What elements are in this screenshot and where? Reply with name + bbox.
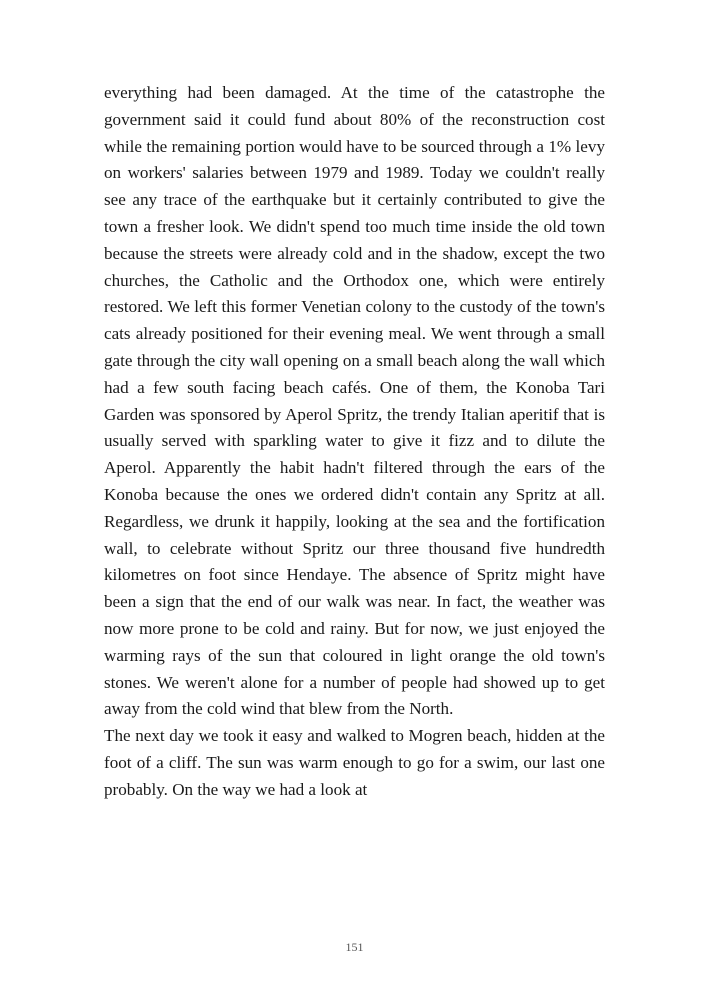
body-text: [104, 80, 605, 804]
paragraph-1: everything had been damaged. At the time of the catastrophe the government said it could fund about 80% of the reconstruction cost while the remaining portion would have to be sourced through a 1% levy on workers' salaries between 1979 and 1989. Today we couldn't really see any trace of the earthquake but it certainly contributed to give the town a fresher look. We didn't spend too much time inside the old town because the streets were already cold and in the shadow, except the two churches, the Catholic and the Orthodox one, which were entirely restored. We left this former Venetian colony to the custody of the town's cats already positioned for their evening meal. We went through a small gate through the city wall opening on a small beach along the wall which had a few south facing beach cafés. One of them, the Konoba Tari Garden was sponsored by Aperol Spritz, the trendy Italian aperitif that is usually served with sparkling water to give it fizz and to dilute the Aperol. Apparently the habit hadn't filtered through the ears of the Konoba because the ones we ordered didn't contain any Spritz at all. Regardless, we drunk it happily, looking at the sea and the fortification wall, to celebrate without Spritz our three thousand five hundredth kilometres on foot since Hendaye. The absence of Spritz might have been a sign that the end of our walk was near. In fact, the weather was now more prone to be cold and rainy. But for now, we just enjoyed the warming rays of the sun that coloured in light orange the old town's stones. We weren't alone for a number of people had showed up to get away from the cold wind that blew from the North.: [104, 83, 605, 719]
paragraph-2: The next day we took it easy and walked to Mogren beach, hidden at the foot of a cliff. The sun was warm enough to go for a swim, our last one probably. On the way we had a look at: [104, 726, 605, 799]
page-number: 151: [345, 940, 364, 954]
